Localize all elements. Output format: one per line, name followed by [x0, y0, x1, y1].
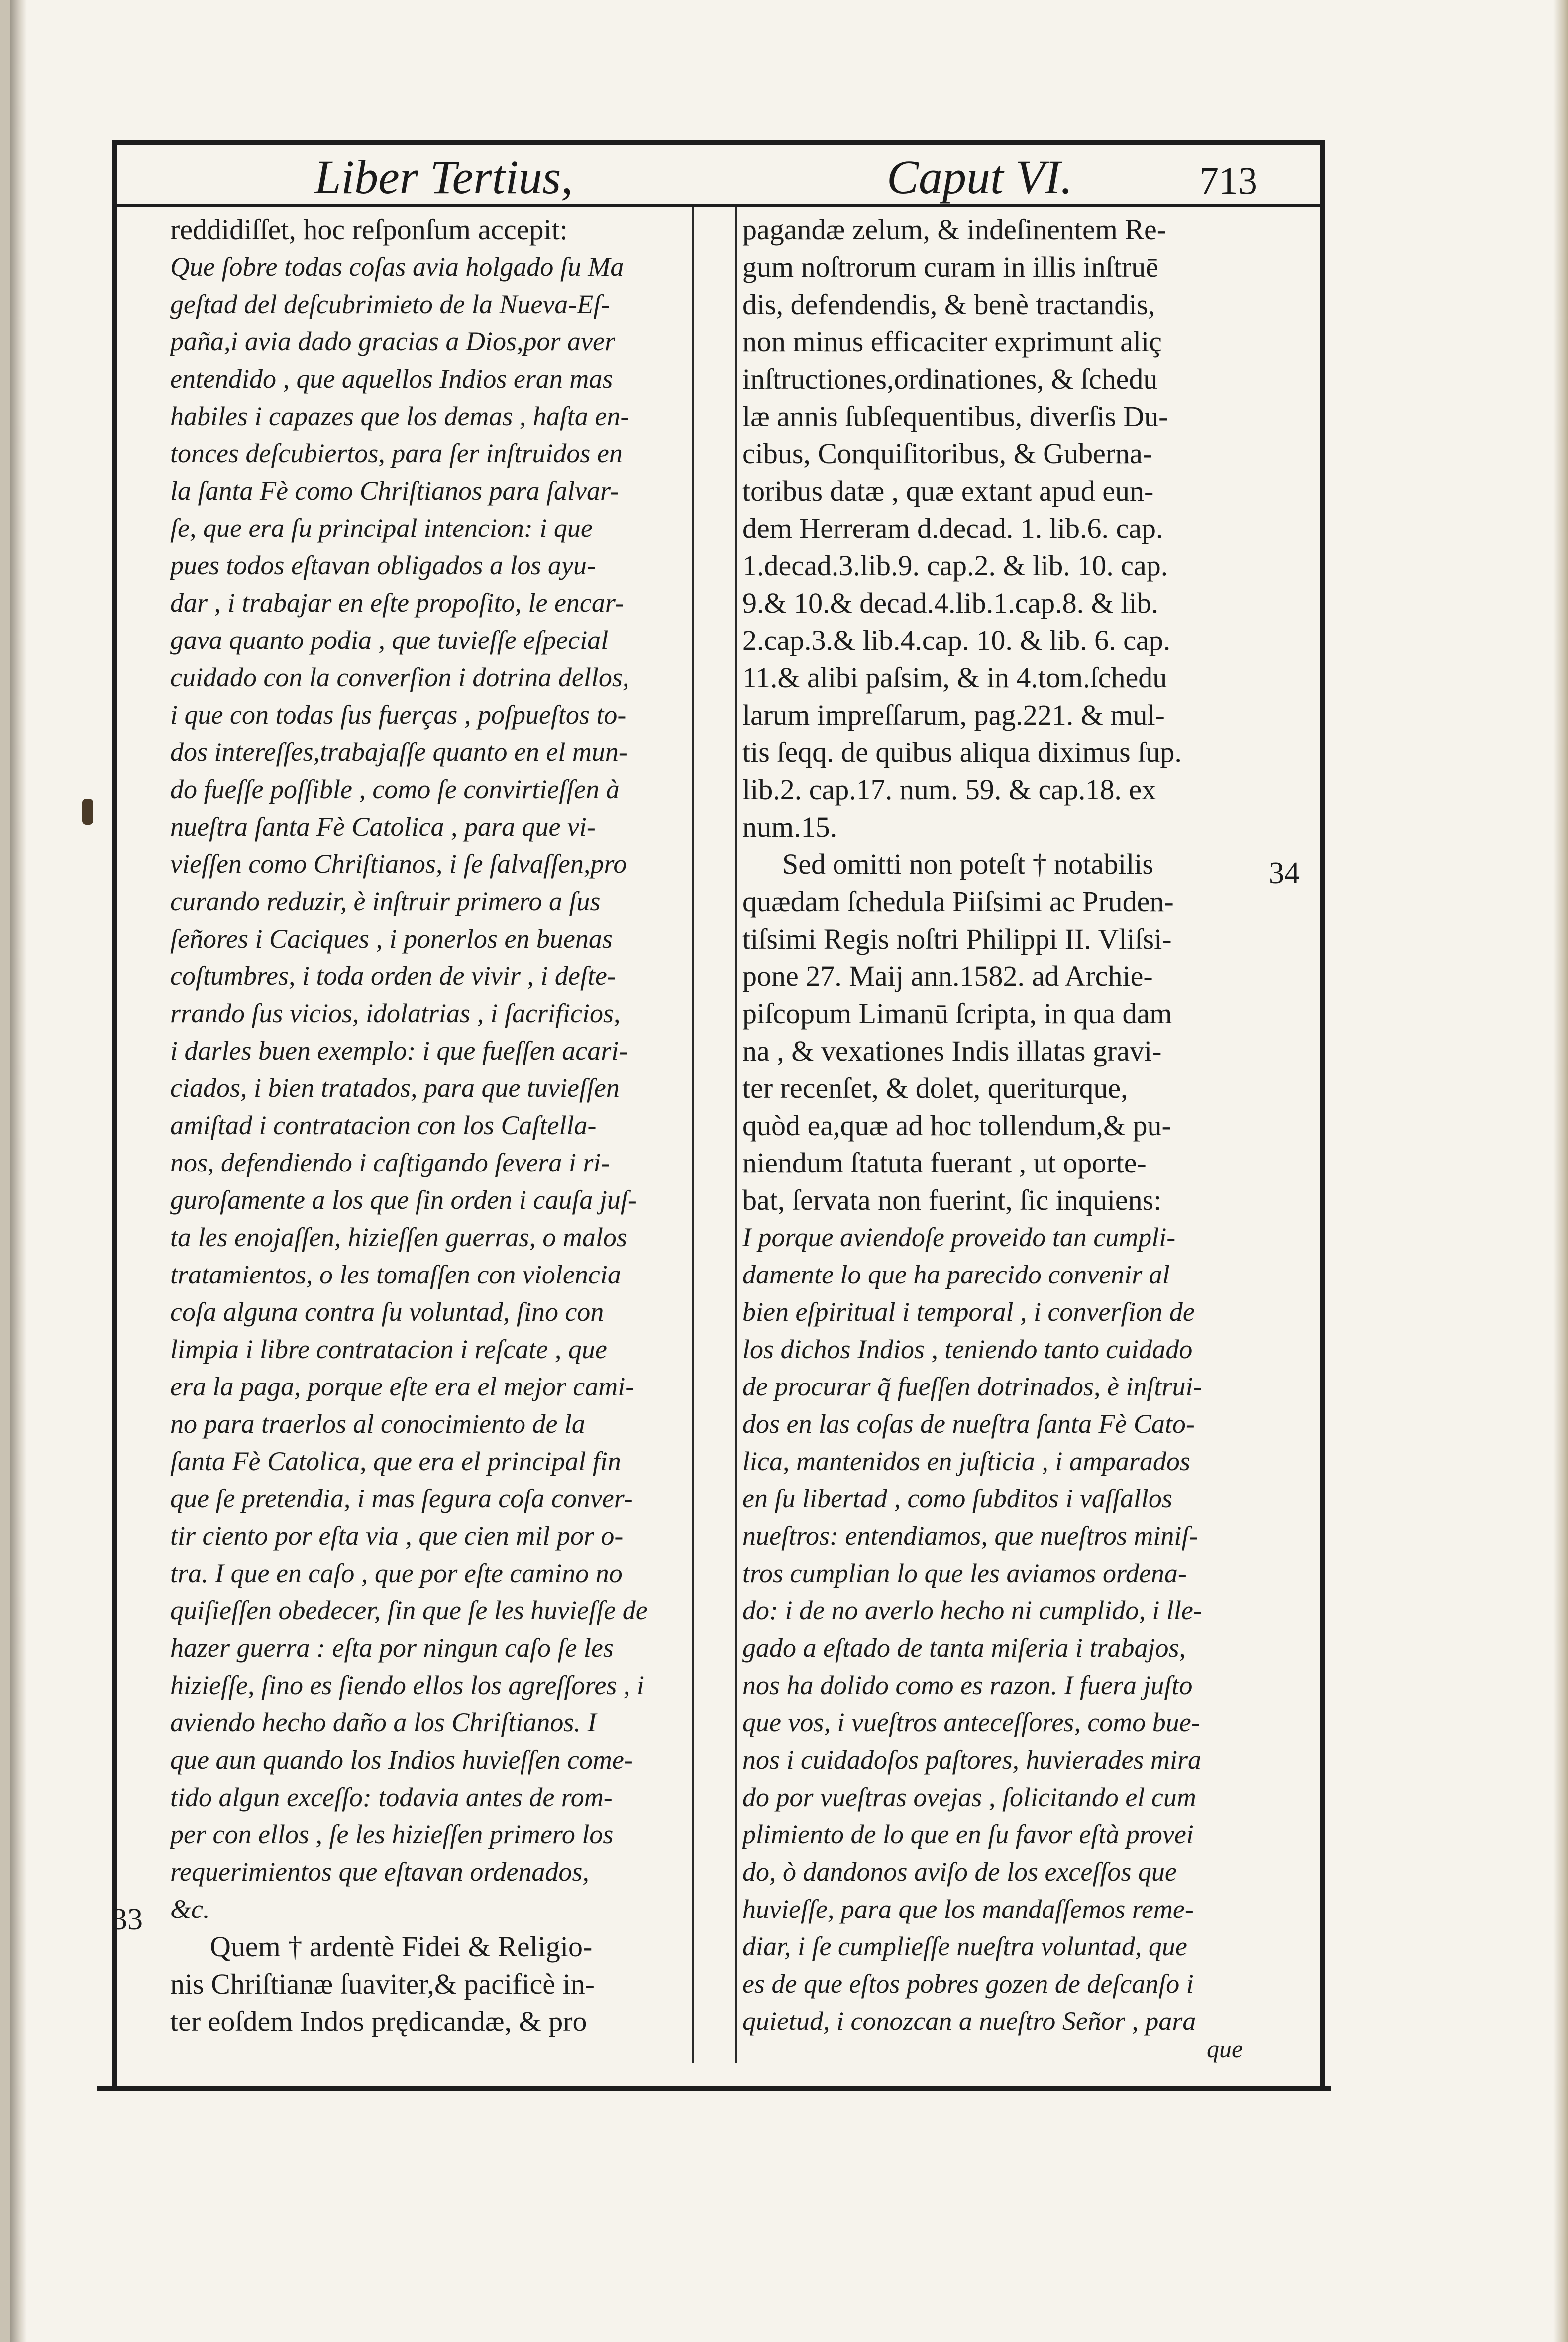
margin-number-left: 33: [112, 1903, 143, 1936]
text-line: tiſsimi Regis noſtri Philippi II. Vliſsi-: [742, 923, 1172, 955]
text-line: tis ſeqq. de quibus aliqua diximus ſup.: [742, 736, 1182, 768]
text-line: 11.& alibi paſsim, & in 4.tom.ſchedu: [742, 661, 1167, 694]
text-line: los dichos Indios , teniendo tanto cuidado: [742, 1334, 1193, 1364]
text-line: bien eſpiritual i temporal , i converſion de: [742, 1297, 1195, 1327]
text-line: reddidiſſet, hoc reſponſum accepit:: [170, 213, 568, 246]
text-line: Sed omitti non poteſt † notabilis: [782, 848, 1153, 880]
text-line: coſtumbres, i toda orden de vivir , i deſte-: [170, 961, 616, 991]
text-line: es de que eſtos pobres gozen de deſcanſo i: [742, 1969, 1194, 1999]
text-line: de procurar q̃ fueſſen dotrinados, è inſtrui-: [742, 1372, 1202, 1401]
text-line: la ſanta Fè como Chriſtianos para ſalvar-: [170, 476, 619, 506]
text-line: paña,i avia dado gracias a Dios,por aver: [170, 326, 615, 356]
text-line: ſanta Fè Catolica, que era el principal fin: [170, 1446, 621, 1476]
text-line: quiſieſſen obedecer, ſin que ſe les huvieſſe de: [170, 1596, 648, 1625]
running-head-book: Liber Tertius,: [314, 150, 573, 204]
right-text-column: [742, 211, 1267, 2057]
text-line: tra. I que en caſo , que por eſte camino no: [170, 1558, 623, 1588]
frame-rule-bottom: [97, 2086, 1331, 2091]
text-line: &c.: [170, 1894, 210, 1924]
page-number: 713: [1199, 159, 1257, 202]
column-rule-left: [692, 207, 694, 2063]
text-line: per con ellos , ſe les hizieſſen primero los: [170, 1819, 614, 1849]
text-line: rrando ſus vicios, idolatrias , i ſacrificios,: [170, 998, 621, 1028]
text-line: gum noſtrorum curam in illis inſtruē: [742, 251, 1159, 283]
text-line: larum impreſſarum, pag.221. & mul-: [742, 699, 1165, 731]
text-line: pues todos eſtavan obligados a los ayu-: [170, 550, 596, 580]
text-line: non minus efficaciter exprimunt aliç: [742, 325, 1162, 358]
text-line: læ annis ſubſequentibus, diverſis Du-: [742, 400, 1168, 432]
column-rule-right: [735, 207, 737, 2063]
text-line: vieſſen como Chriſtianos, i ſe ſalvaſſen,pro: [170, 849, 627, 879]
text-line: nos, defendiendo i caſtigando ſevera i ri-: [170, 1148, 610, 1177]
text-line: na , & vexationes Indis illatas gravi-: [742, 1035, 1162, 1067]
text-line: piſcopum Limanū ſcripta, in qua dam: [742, 997, 1172, 1030]
text-line: damente lo que ha parecido convenir al: [742, 1260, 1170, 1289]
text-line: requerimientos que eſtavan ordenados,: [170, 1857, 589, 1887]
text-line: do por vueſtras ovejas , ſolicitando el cum: [742, 1782, 1196, 1812]
book-page: [10, 0, 1568, 2342]
text-line: quietud, i conozcan a nueſtro Señor , para: [742, 2006, 1196, 2036]
text-line: ſeñores i Caciques , i ponerlos en buenas: [170, 924, 613, 954]
text-line: nos i cuidadoſos paſtores, huvierades mira: [742, 1745, 1201, 1775]
header-rule: [117, 204, 1320, 207]
text-line: nis Chriſtianæ ſuaviter,& pacificè in-: [170, 1968, 595, 2000]
text-line: tonces deſcubiertos, para ſer inſtruidos en: [170, 438, 623, 468]
text-line: limpia i libre contratacion i reſcate , que: [170, 1334, 607, 1364]
text-line: era la paga, porque eſte era el mejor cami-: [170, 1372, 634, 1401]
ink-stain: [82, 799, 93, 825]
text-line: coſa alguna contra ſu voluntad, ſino con: [170, 1297, 604, 1327]
text-line: dos en las coſas de nueſtra ſanta Fè Cato-: [742, 1409, 1195, 1439]
text-line: cibus, Conquiſitoribus, & Guberna-: [742, 437, 1152, 470]
text-line: que vos, i vueſtros anteceſſores, como bue-: [742, 1707, 1200, 1737]
text-line: nueſtra ſanta Fè Catolica , para que vi-: [170, 812, 596, 842]
text-line: 9.& 10.& decad.4.lib.1.cap.8. & lib.: [742, 587, 1159, 619]
text-line: quædam ſchedula Piiſsimi ac Pruden-: [742, 885, 1174, 918]
text-line: habiles i capazes que los demas , haſta en-: [170, 401, 629, 431]
text-line: do fueſſe poſſible , como ſe convirtieſſen à: [170, 774, 620, 804]
text-line: tido algun exceſſo: todavia antes de rom-: [170, 1782, 613, 1812]
text-line: curando reduzir, è inſtruir primero a ſus: [170, 886, 601, 916]
text-line: lib.2. cap.17. num. 59. & cap.18. ex: [742, 773, 1156, 806]
text-line: ter recenſet, & dolet, queriturque,: [742, 1072, 1128, 1104]
text-line: guroſamente a los que ſin orden i cauſa juſ-: [170, 1185, 637, 1215]
catchword: que: [1207, 2035, 1243, 2063]
text-line: hazer guerra : eſta por ningun caſo ſe les: [170, 1633, 614, 1663]
running-head-chapter: Caput VI.: [887, 150, 1073, 204]
left-text-column: [170, 211, 688, 2057]
text-line: 1.decad.3.lib.9. cap.2. & lib. 10. cap.: [742, 549, 1168, 582]
text-line: hizieſſe, ſino es ſiendo ellos los agreſſores , i: [170, 1670, 644, 1700]
text-line: toribus datæ , quæ extant apud eun-: [742, 475, 1154, 507]
text-line: i que con todas ſus fuerças , poſpueſtos to-: [170, 700, 627, 730]
frame-rule-top: [112, 140, 1325, 145]
text-line: gado a eſtado de tanta miſeria i trabajos,: [742, 1633, 1186, 1663]
text-line: dis, defendendis, & benè tractandis,: [742, 288, 1155, 320]
text-line: huvieſſe, para que los mandaſſemos reme-: [742, 1894, 1194, 1924]
text-line: num.15.: [742, 811, 837, 843]
text-line: plimiento de lo que en ſu favor eſtà provei: [742, 1819, 1194, 1849]
text-line: que aun quando los Indios huvieſſen come-: [170, 1745, 633, 1775]
text-line: bat, ſervata non fuerint, ſic inquiens:: [742, 1184, 1162, 1216]
text-line: 2.cap.3.& lib.4.cap. 10. & lib. 6. cap.: [742, 624, 1171, 656]
text-line: pone 27. Maij ann.1582. ad Archie-: [742, 960, 1153, 992]
text-line: tratamientos, o les tomaſſen con violencia: [170, 1260, 621, 1289]
text-line: Quem † ardentè Fidei & Religio-: [210, 1930, 593, 1963]
text-line: ter eoſdem Indos prędicandæ, & pro: [170, 2005, 587, 2037]
text-line: dar , i trabajar en eſte propoſito, le encar-: [170, 588, 624, 618]
text-line: tros cumplian lo que les aviamos ordena-: [742, 1558, 1187, 1588]
text-line: geſtad del deſcubrimieto de la Nueva-Eſ-: [170, 289, 610, 319]
text-line: niendum ſtatuta fuerant , ut oporte-: [742, 1147, 1147, 1179]
text-line: ta les enojaſſen, hizieſſen guerras, o malos: [170, 1222, 627, 1252]
text-line: ſe, que era ſu principal intencion: i que: [170, 513, 593, 543]
frame-rule-right: [1320, 140, 1325, 2091]
frame-rule-left: [112, 140, 117, 2091]
page-edge-shadow: [1553, 0, 1568, 2342]
text-line: I porque aviendoſe proveido tan cumpli-: [742, 1222, 1176, 1252]
text-line: nueſtros: entendiamos, que nueſtros miniſ-: [742, 1521, 1198, 1551]
text-line: cuidado con la converſion i dotrina dellos,: [170, 662, 629, 692]
text-line: pagandæ zelum, & indeſinentem Re-: [742, 213, 1167, 246]
text-line: tir ciento por eſta via , que cien mil por o-: [170, 1521, 624, 1551]
text-line: do: i de no averlo hecho ni cumplido, i lle-: [742, 1596, 1202, 1625]
text-line: lica, mantenidos en juſticia , i amparados: [742, 1446, 1190, 1476]
text-line: do, ò dandonos aviſo de los exceſſos que: [742, 1857, 1177, 1887]
text-line: i darles buen exemplo: i que fueſſen acari-: [170, 1036, 628, 1065]
text-line: nos ha dolido como es razon. I fuera juſto: [742, 1670, 1193, 1700]
text-line: gava quanto podia , que tuvieſſe eſpecial: [170, 625, 609, 655]
text-line: que ſe pretendia, i mas ſegura coſa conver-: [170, 1484, 633, 1513]
text-line: entendido , que aquellos Indios eran mas: [170, 364, 613, 394]
text-line: amiſtad i contratacion con los Caſtella-: [170, 1110, 597, 1140]
text-line: aviendo hecho daño a los Chriſtianos. I: [170, 1707, 597, 1737]
text-line: quòd ea,quæ ad hoc tollendum,& pu-: [742, 1109, 1171, 1142]
text-line: inſtructiones,ordinationes, & ſchedu: [742, 363, 1158, 395]
text-line: dem Herreram d.decad. 1. lib.6. cap.: [742, 512, 1163, 544]
text-line: diar, i ſe cumplieſſe nueſtra voluntad, que: [742, 1931, 1187, 1961]
text-line: ciados, i bien tratados, para que tuvieſſen: [170, 1073, 620, 1103]
text-line: en ſu libertad , como ſubditos i vaſſallos: [742, 1484, 1172, 1513]
text-line: dos intereſſes,trabajaſſe quanto en el mun-: [170, 737, 627, 767]
text-line: Que ſobre todas coſas avia holgado ſu Ma: [170, 252, 624, 282]
margin-number-right: 34: [1269, 856, 1300, 890]
page-binding-shadow: [10, 0, 27, 2342]
text-line: no para traerlos al conocimiento de la: [170, 1409, 585, 1439]
